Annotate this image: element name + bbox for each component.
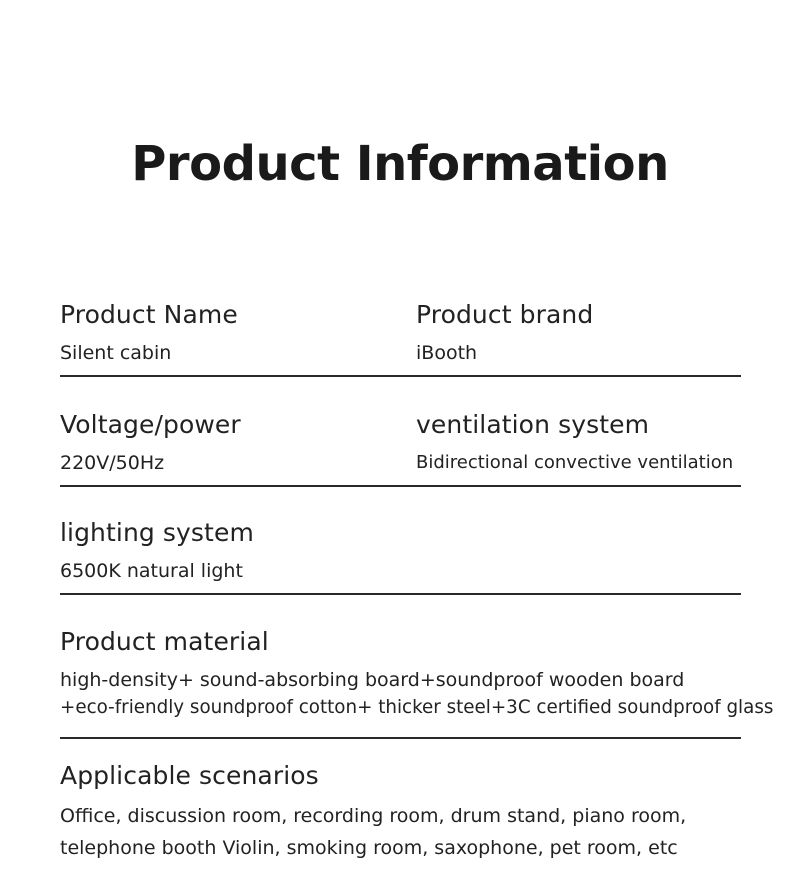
divider (60, 485, 741, 487)
applicable-scenarios-label: Applicable scenarios (60, 761, 319, 790)
ventilation-system-label: ventilation system (416, 410, 650, 439)
ventilation-system-value: Bidirectional convective ventilation (416, 452, 734, 473)
divider (60, 375, 741, 377)
divider (60, 737, 741, 739)
product-material-line-2: +eco-friendly soundproof cotton+ thicker steel+3C certified soundproof glass (60, 697, 774, 718)
product-name-label: Product Name (60, 300, 238, 329)
product-name-value: Silent cabin (60, 342, 172, 364)
lighting-system-label: lighting system (60, 518, 254, 547)
product-brand-label: Product brand (416, 300, 594, 329)
page-title: Product Information (131, 136, 669, 192)
voltage-power-value: 220V/50Hz (60, 452, 165, 474)
voltage-power-label: Voltage/power (60, 410, 241, 439)
applicable-scenarios-line-1: Office, discussion room, recording room, drum stand, piano room, (60, 805, 687, 827)
applicable-scenarios-line-2: telephone booth Violin, smoking room, saxophone, pet room, etc (60, 837, 678, 859)
product-material-line-1: high-density+ sound-absorbing board+soundproof wooden board (60, 669, 685, 691)
product-material-label: Product material (60, 627, 269, 656)
lighting-system-value: 6500K natural light (60, 560, 243, 582)
product-brand-value: iBooth (416, 342, 478, 364)
divider (60, 593, 741, 595)
